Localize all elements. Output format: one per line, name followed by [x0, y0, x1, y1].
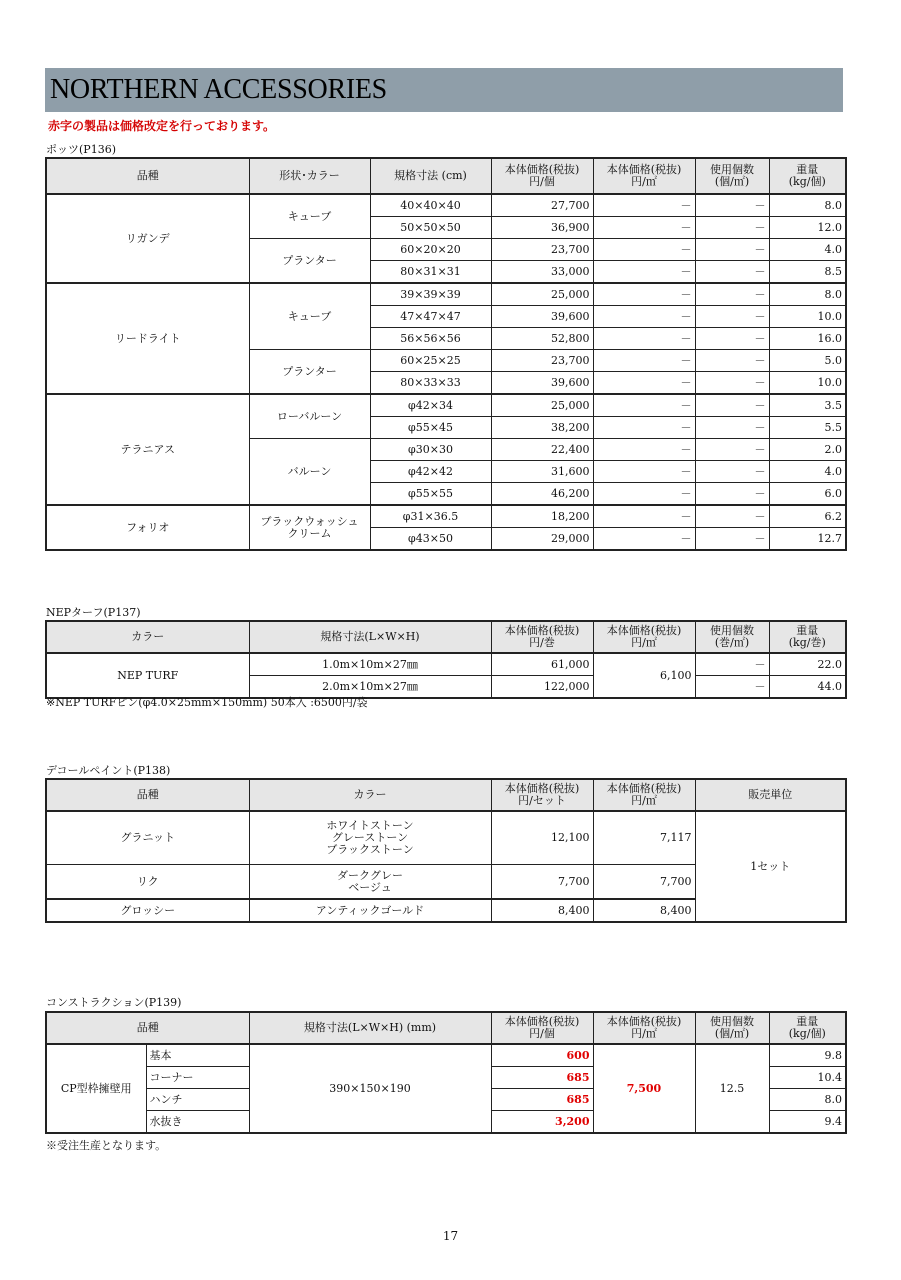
price-revision-notice: 赤字の製品は価格改定を行っております。 [48, 119, 276, 133]
sqm-price-cell: 7,700 [593, 865, 695, 900]
construction-name-cell: CP型枠擁壁用 [46, 1044, 146, 1133]
sqm-price-cell: － [593, 239, 695, 261]
banner-title: NORTHERN ACCESSORIES [50, 74, 387, 105]
weight-cell: 8.0 [769, 1089, 846, 1111]
weight-cell: 4.0 [769, 239, 846, 261]
color-cell: ダークグレー ベージュ [249, 865, 491, 900]
sqm-price-cell: － [593, 417, 695, 439]
construction-table [45, 1011, 847, 1134]
sales-unit-cell: 1セット [695, 811, 846, 922]
weight-cell: 6.2 [769, 505, 846, 528]
pots-table [45, 157, 847, 551]
page-banner [45, 68, 843, 112]
count-cell: － [695, 505, 769, 528]
weight-cell: 8.0 [769, 283, 846, 306]
construction-header-variety: 品種 [46, 1012, 249, 1044]
turf-header-size: 規格寸法(L×W×H) [249, 621, 491, 653]
price-cell: 122,000 [491, 676, 593, 699]
size-cell: φ42×42 [370, 461, 491, 483]
pots-header-size: 規格寸法 (cm) [370, 158, 491, 194]
price-cell: 3,200 [491, 1111, 593, 1134]
price-cell: 27,700 [491, 194, 593, 217]
variety-cell: リードライト [46, 283, 249, 394]
count-cell: － [695, 439, 769, 461]
table-row [46, 194, 846, 217]
price-cell: 7,700 [491, 865, 593, 900]
count-cell: － [695, 217, 769, 239]
size-cell: 80×31×31 [370, 261, 491, 284]
shape-cell: ブラックウォッシュ クリーム [249, 505, 370, 550]
color-cell: アンティックゴールド [249, 899, 491, 922]
type-cell: ハンチ [146, 1089, 249, 1111]
page-number: 17 [442, 1229, 459, 1243]
sqm-price-cell: － [593, 505, 695, 528]
table-row [46, 811, 846, 865]
weight-cell: 10.0 [769, 306, 846, 328]
count-cell: － [695, 306, 769, 328]
turf-pin-note: ※NEP TURFピン(φ4.0×25mm×150mm) 50本入 :6500円/袋 [46, 696, 368, 709]
variety-cell: テラニアス [46, 394, 249, 505]
paint-header-sqm-price: 本体価格(税抜) 円/㎡ [593, 779, 695, 811]
table-row [46, 394, 846, 417]
pots-header-shape: 形状･カラー [249, 158, 370, 194]
count-cell: － [695, 394, 769, 417]
type-cell: コーナー [146, 1067, 249, 1089]
price-cell: 8,400 [491, 899, 593, 922]
size-cell: 50×50×50 [370, 217, 491, 239]
sqm-price-cell: － [593, 283, 695, 306]
construction-section-title: コンストラクション(P139) [46, 996, 182, 1009]
sqm-price-cell: － [593, 328, 695, 350]
count-cell: － [695, 194, 769, 217]
turf-header-count: 使用個数 (巻/㎡) [695, 621, 769, 653]
weight-cell: 22.0 [769, 653, 846, 676]
size-cell: 47×47×47 [370, 306, 491, 328]
price-cell: 600 [491, 1044, 593, 1067]
count-cell: － [695, 372, 769, 395]
paint-table [45, 778, 847, 923]
size-cell: 390×150×190 [249, 1044, 491, 1133]
price-cell: 52,800 [491, 328, 593, 350]
price-cell: 31,600 [491, 461, 593, 483]
weight-cell: 5.0 [769, 350, 846, 372]
size-cell: 60×20×20 [370, 239, 491, 261]
weight-cell: 9.4 [769, 1111, 846, 1134]
price-cell: 12,100 [491, 811, 593, 865]
shape-cell: キューブ [249, 283, 370, 350]
weight-cell: 10.0 [769, 372, 846, 395]
size-cell: 80×33×33 [370, 372, 491, 395]
weight-cell: 12.7 [769, 528, 846, 551]
size-cell: φ30×30 [370, 439, 491, 461]
sqm-price-cell: － [593, 306, 695, 328]
sqm-price-cell: － [593, 394, 695, 417]
construction-header-size: 規格寸法(L×W×H) (mm) [249, 1012, 491, 1044]
count-cell: － [695, 676, 769, 699]
price-cell: 46,200 [491, 483, 593, 506]
sqm-price-cell: 7,500 [593, 1044, 695, 1133]
price-cell: 18,200 [491, 505, 593, 528]
price-cell: 61,000 [491, 653, 593, 676]
count-cell: － [695, 239, 769, 261]
variety-cell: グラニット [46, 811, 249, 865]
pots-header-price: 本体価格(税抜) 円/個 [491, 158, 593, 194]
weight-cell: 2.0 [769, 439, 846, 461]
size-cell: 60×25×25 [370, 350, 491, 372]
shape-cell: ローバルーン [249, 394, 370, 439]
turf-color-cell: NEP TURF [46, 653, 249, 698]
price-cell: 23,700 [491, 239, 593, 261]
construction-header-price: 本体価格(税抜) 円/個 [491, 1012, 593, 1044]
count-cell: － [695, 461, 769, 483]
sqm-price-cell: － [593, 483, 695, 506]
weight-cell: 6.0 [769, 483, 846, 506]
price-cell: 29,000 [491, 528, 593, 551]
price-cell: 23,700 [491, 350, 593, 372]
size-cell: φ42×34 [370, 394, 491, 417]
weight-cell: 3.5 [769, 394, 846, 417]
weight-cell: 8.5 [769, 261, 846, 284]
turf-section-title: NEPターフ(P137) [46, 606, 141, 619]
weight-cell: 8.0 [769, 194, 846, 217]
sqm-price-cell: － [593, 461, 695, 483]
variety-cell: フォリオ [46, 505, 249, 550]
weight-cell: 9.8 [769, 1044, 846, 1067]
table-row [46, 283, 846, 306]
price-cell: 25,000 [491, 394, 593, 417]
pots-section-title: ポッツ(P136) [46, 143, 116, 156]
construction-header-sqm-price: 本体価格(税抜) 円/㎡ [593, 1012, 695, 1044]
size-cell: φ55×55 [370, 483, 491, 506]
sqm-price-cell: 8,400 [593, 899, 695, 922]
count-cell: － [695, 483, 769, 506]
shape-cell: バルーン [249, 439, 370, 506]
count-cell: － [695, 350, 769, 372]
pots-header-variety: 品種 [46, 158, 249, 194]
color-cell: ホワイトストーン グレーストーン ブラックストーン [249, 811, 491, 865]
paint-header-unit: 販売単位 [695, 779, 846, 811]
sqm-price-cell: 7,117 [593, 811, 695, 865]
paint-header-price: 本体価格(税抜) 円/セット [491, 779, 593, 811]
price-cell: 39,600 [491, 306, 593, 328]
variety-cell: リガンデ [46, 194, 249, 283]
construction-header-weight: 重量 (kg/個) [769, 1012, 846, 1044]
price-cell: 33,000 [491, 261, 593, 284]
count-cell: － [695, 328, 769, 350]
size-cell: φ55×45 [370, 417, 491, 439]
weight-cell: 44.0 [769, 676, 846, 699]
size-cell: 56×56×56 [370, 328, 491, 350]
sqm-price-cell: 6,100 [593, 653, 695, 698]
type-cell: 水抜き [146, 1111, 249, 1134]
shape-cell: プランター [249, 239, 370, 284]
type-cell: 基本 [146, 1044, 249, 1067]
price-cell: 22,400 [491, 439, 593, 461]
paint-header-row [46, 779, 846, 811]
weight-cell: 5.5 [769, 417, 846, 439]
count-cell: 12.5 [695, 1044, 769, 1133]
price-cell: 685 [491, 1089, 593, 1111]
pots-header-row [46, 158, 846, 194]
construction-header-count: 使用個数 (個/㎡) [695, 1012, 769, 1044]
count-cell: － [695, 528, 769, 551]
turf-table [45, 620, 847, 699]
shape-cell: プランター [249, 350, 370, 395]
pots-header-weight: 重量 (kg/個) [769, 158, 846, 194]
count-cell: － [695, 417, 769, 439]
table-row [46, 1044, 846, 1067]
table-row [46, 505, 846, 528]
count-cell: － [695, 283, 769, 306]
size-cell: φ43×50 [370, 528, 491, 551]
table-row [46, 653, 846, 676]
turf-header-price: 本体価格(税抜) 円/巻 [491, 621, 593, 653]
price-cell: 25,000 [491, 283, 593, 306]
price-cell: 39,600 [491, 372, 593, 395]
sqm-price-cell: － [593, 528, 695, 551]
variety-cell: グロッシー [46, 899, 249, 922]
variety-cell: リク [46, 865, 249, 900]
size-cell: 39×39×39 [370, 283, 491, 306]
turf-header-weight: 重量 (kg/巻) [769, 621, 846, 653]
turf-header-color: カラー [46, 621, 249, 653]
sqm-price-cell: － [593, 217, 695, 239]
pots-header-sqm-price: 本体価格(税抜) 円/㎡ [593, 158, 695, 194]
pots-header-count: 使用個数 (個/㎡) [695, 158, 769, 194]
paint-header-variety: 品種 [46, 779, 249, 811]
shape-cell: キューブ [249, 194, 370, 239]
turf-header-sqm-price: 本体価格(税抜) 円/㎡ [593, 621, 695, 653]
sqm-price-cell: － [593, 194, 695, 217]
turf-header-row [46, 621, 846, 653]
weight-cell: 4.0 [769, 461, 846, 483]
price-cell: 38,200 [491, 417, 593, 439]
count-cell: － [695, 261, 769, 284]
size-cell: φ31×36.5 [370, 505, 491, 528]
size-cell: 40×40×40 [370, 194, 491, 217]
size-cell: 2.0m×10m×27㎜ [249, 676, 491, 699]
sqm-price-cell: － [593, 350, 695, 372]
weight-cell: 16.0 [769, 328, 846, 350]
sqm-price-cell: － [593, 439, 695, 461]
paint-section-title: デコールペイント(P138) [46, 764, 171, 777]
count-cell: － [695, 653, 769, 676]
paint-header-color: カラー [249, 779, 491, 811]
sqm-price-cell: － [593, 372, 695, 395]
made-to-order-note: ※受注生産となります。 [46, 1139, 167, 1152]
sqm-price-cell: － [593, 261, 695, 284]
price-cell: 685 [491, 1067, 593, 1089]
size-cell: 1.0m×10m×27㎜ [249, 653, 491, 676]
construction-header-row [46, 1012, 846, 1044]
weight-cell: 12.0 [769, 217, 846, 239]
weight-cell: 10.4 [769, 1067, 846, 1089]
price-cell: 36,900 [491, 217, 593, 239]
